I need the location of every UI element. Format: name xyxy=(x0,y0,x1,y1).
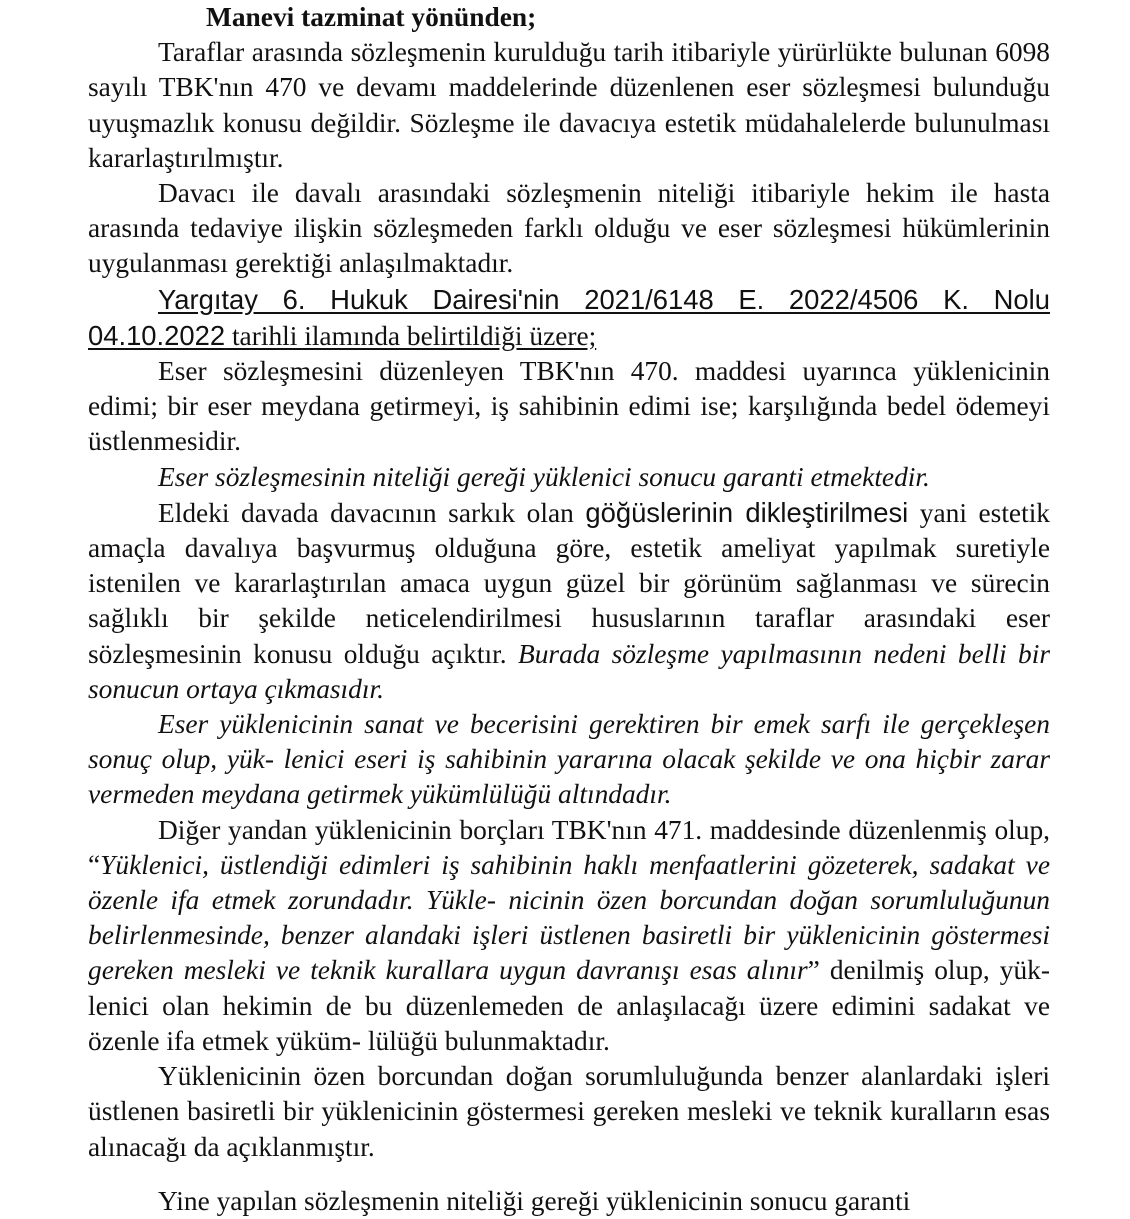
paragraph-6-italic: Burada sözleşme yapılmasının nedeni belli bir sonucun ortaya çıkmasıdır. xyxy=(88,638,1050,704)
document-body xyxy=(88,0,1050,1165)
heading-suffix: ; xyxy=(527,2,537,32)
paragraph-2: Davacı ile davalı arasındaki sözleşmenin niteliği itibariyle hekim ile hasta arasında tedaviye ilişkin sözleşmeden farklı olduğu ve eser sözleşmesi hükümlerinin uygulanması gerektiği anlaşılmaktadır. xyxy=(88,178,1050,279)
paragraph-9: Yüklenicinin özen borcundan doğan sorumluluğunda benzer alanlardaki işleri üstlenen basiretli bir yüklenicinin göstermesi gereken mesleki ve teknik kuralların esas alınacağı da açıklanmıştır. xyxy=(88,1061,1050,1162)
paragraph-8-part-a: Diğer yandan yüklenicinin borçları TBK'nın 471. maddesinde düzenlenmiş olup, “ xyxy=(88,814,1050,880)
paragraph-6-sans: göğüslerinin dikleştirilmesi xyxy=(585,496,909,528)
paragraph-7: Eser yüklenicinin sanat ve becerisini gerektiren bir emek sarfı ile gerçekleşen sonuç olup, yük- lenici eseri iş sahibinin yararına olacak şekilde ve ona hiçbir zarar vermeden meydana getirmek yükümlülüğü altındadır. xyxy=(88,709,1050,810)
paragraph-6-part-b: yani estetik amaçla davalıya başvurmuş olduğuna göre, estetik ameliyat yapılmak suretiyle istenilen ve kararlaştırılan amaca uygun güzel bir görünüm sağlanması ve sürecin sağlıklı bir şekilde neticelendirilmesi hususlarının taraflar arasındaki eser sözleşmesinin konusu olduğu açıktır. xyxy=(88,497,1051,669)
paragraph-1: Taraflar arasında sözleşmenin kurulduğu tarih itibariyle yürürlükte bulunan 6098 sayılı TBK'nın 470 ve devamı maddelerinde düzenlenen eser sözleşmesi bulunduğu uyuşmazlık konusu değildir. Sözleşme ile davacıya estetik müdahalelerde bulunulması kararlaştırılmıştır. xyxy=(88,37,1050,173)
paragraph-8-part-b: ” denilmiş olup, yük- lenici olan hekimin de bu düzenlemeden de anlaşılacağı üzere edimini sadakat ve özenle ifa etmek yüküm- lülüğü bulunmaktadır. xyxy=(88,955,1050,1056)
paragraph-8 xyxy=(88,813,1050,1059)
paragraph-3-citation xyxy=(88,282,1050,354)
paragraph-6 xyxy=(88,495,1050,707)
paragraph-5: Eser sözleşmesinin niteliği gereği yüklenici sonucu garanti etmektedir. xyxy=(158,461,930,492)
paragraph-10-clipped: Yine yapılan sözleşmenin niteliği gereği yüklenicinin sonucu garanti xyxy=(158,1186,911,1216)
heading-text: Manevi tazminat yönünden xyxy=(206,2,528,32)
section-heading xyxy=(88,0,1050,35)
paragraph-8-quote: Yüklenici, üstlendiği edimleri iş sahibinin haklı menfaatlerini gözeterek, sadakat ve özenle ifa etmek zorundadır. Yükle- nicinin özen borcundan doğan sorumluluğunun belirlenmesinde, benzer alandaki işleri üstlenen basiretli bir yüklenicinin göstermesi gereken mesleki ve teknik kurallara uygun davranışı esas alınır xyxy=(88,849,1050,986)
paragraph-6-part-a: Eldeki davada davacının sarkık olan xyxy=(158,497,586,528)
paragraph-4: Eser sözleşmesini düzenleyen TBK'nın 470. maddesi uyarınca yüklenicinin edimi; bir eser meydana getirmeyi, iş sahibinin edimi ise; karşılığında bedel ödemeyi üstlenmesidir. xyxy=(88,356,1050,457)
citation-text: Yargıtay 6. Hukuk Dairesi'nin 2021/6148 E. 2022/4506 K. Nolu 04.10.2022 xyxy=(88,283,1050,351)
citation-suffix: tarihli ilamında belirtildiği üzere; xyxy=(225,320,597,351)
